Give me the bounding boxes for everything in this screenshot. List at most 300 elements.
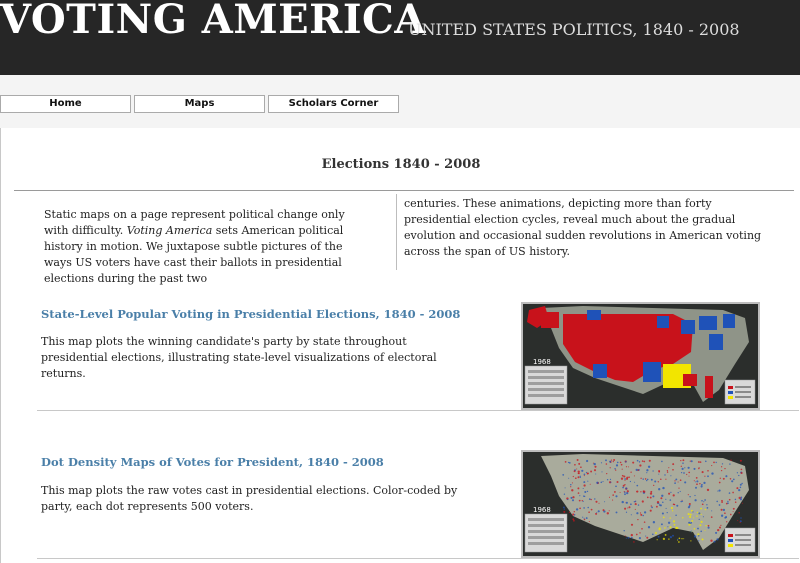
vote-dot	[610, 482, 611, 483]
vote-dot	[730, 514, 732, 516]
vote-dot	[658, 528, 660, 530]
vote-dot	[628, 466, 629, 467]
vote-dot	[625, 487, 627, 489]
vote-dot	[719, 526, 721, 528]
vote-dot	[662, 502, 664, 504]
vote-dot	[740, 460, 742, 462]
vote-dot	[700, 461, 702, 463]
vote-dot	[615, 485, 617, 487]
vote-dot	[563, 511, 565, 513]
vote-dot	[625, 535, 626, 536]
intro-text-left	[44, 207, 366, 287]
vote-dot	[593, 463, 594, 464]
vote-dot	[660, 504, 662, 506]
vote-dot	[698, 468, 699, 469]
vote-dot	[698, 512, 700, 514]
vote-dot	[681, 538, 682, 539]
vote-dot	[721, 500, 723, 502]
vote-dot	[658, 481, 659, 482]
vote-dot	[670, 499, 672, 501]
vote-dot	[590, 471, 592, 473]
vote-dot	[698, 540, 699, 541]
vote-dot	[661, 523, 663, 525]
vote-dot	[596, 482, 598, 484]
vote-dot	[683, 472, 685, 474]
vote-dot	[688, 513, 690, 515]
vote-dot	[733, 511, 734, 512]
vote-dot	[689, 496, 690, 497]
vote-dot	[623, 485, 625, 487]
vote-dot	[579, 507, 581, 509]
vote-dot	[667, 512, 668, 513]
vote-dot	[604, 501, 605, 502]
vote-dot	[578, 473, 580, 475]
vote-dot	[583, 501, 584, 502]
vote-dot	[690, 514, 692, 516]
vote-dot	[691, 520, 693, 522]
vote-dot	[639, 461, 640, 462]
map-thumbnail-state-level[interactable]	[521, 302, 760, 410]
vote-dot	[740, 520, 742, 522]
vote-dot	[682, 462, 684, 464]
vote-dot	[654, 481, 656, 483]
vote-dot	[568, 478, 569, 479]
vote-dot	[587, 507, 589, 509]
vote-dot	[671, 507, 673, 509]
vote-dot	[573, 520, 575, 522]
vote-dot	[579, 500, 581, 502]
vote-dot	[612, 494, 614, 496]
vote-dot	[563, 506, 565, 508]
vote-dot	[735, 501, 737, 503]
vote-dot	[668, 538, 669, 539]
vote-dot	[630, 481, 631, 482]
vote-dot	[639, 464, 641, 466]
vote-dot	[627, 507, 628, 508]
vote-dot	[629, 506, 631, 508]
vote-dot	[687, 467, 689, 469]
vote-dot	[631, 537, 633, 539]
vote-dot	[705, 509, 706, 510]
vote-dot	[591, 509, 593, 511]
vote-dot	[626, 502, 628, 504]
vote-dot	[688, 476, 689, 477]
divider	[37, 558, 799, 559]
vote-dot	[583, 507, 585, 509]
vote-dot	[624, 530, 625, 531]
vote-dot	[590, 484, 591, 485]
vote-dot	[562, 474, 564, 476]
vote-dot	[622, 469, 623, 470]
vote-dot	[570, 497, 572, 499]
vote-dot	[578, 463, 580, 465]
vote-dot	[716, 501, 718, 503]
vote-dot	[717, 491, 718, 492]
vote-dot	[630, 503, 632, 505]
vote-dot	[583, 484, 585, 486]
vote-dot	[730, 459, 731, 460]
vote-dot	[609, 510, 610, 511]
vote-dot	[708, 525, 710, 527]
divider	[14, 190, 794, 191]
vote-dot	[610, 467, 611, 468]
vote-dot	[680, 501, 681, 502]
vote-dot	[570, 484, 571, 485]
vote-dot	[724, 517, 726, 519]
vote-dot	[689, 516, 691, 518]
vote-dot	[670, 475, 671, 476]
vote-dot	[640, 514, 642, 516]
vote-dot	[724, 468, 725, 469]
vote-dot	[588, 511, 590, 513]
nav-bar	[0, 75, 800, 128]
vote-dot	[702, 503, 704, 505]
vote-dot	[723, 509, 725, 511]
vote-dot	[707, 475, 709, 477]
vote-dot	[696, 477, 698, 479]
vote-dot	[632, 462, 634, 464]
vote-dot	[674, 482, 676, 484]
vote-dot	[663, 517, 665, 519]
vote-dot	[719, 490, 721, 492]
vote-dot	[583, 481, 585, 483]
vote-dot	[607, 512, 609, 514]
vote-dot	[730, 478, 732, 480]
vote-dot	[587, 473, 589, 475]
thumbnail-year: 1968	[533, 358, 551, 366]
vote-dot	[670, 536, 672, 538]
vote-dot	[667, 472, 668, 473]
vote-dot	[703, 482, 705, 484]
vote-dot	[700, 530, 702, 532]
vote-dot	[684, 467, 685, 468]
vote-dot	[737, 472, 738, 473]
vote-dot	[622, 501, 624, 503]
vote-dot	[636, 491, 637, 492]
vote-dot	[614, 491, 616, 493]
vote-dot	[741, 483, 742, 484]
column-divider	[396, 194, 397, 270]
vote-dot	[610, 479, 611, 480]
vote-dot	[732, 492, 734, 494]
vote-dot	[729, 492, 731, 494]
intro-emphasis: Voting America	[126, 224, 213, 237]
vote-dot	[583, 488, 584, 489]
nav-scholars-corner-button[interactable]: Scholars Corner	[268, 95, 399, 113]
vote-dot	[620, 492, 621, 493]
vote-dot	[577, 476, 579, 478]
vote-dot	[652, 470, 653, 471]
vote-dot	[657, 501, 659, 503]
vote-dot	[675, 478, 677, 480]
vote-dot	[702, 539, 703, 540]
vote-dot	[699, 483, 700, 484]
vote-dot	[564, 494, 565, 495]
vote-dot	[613, 461, 614, 462]
vote-dot	[584, 519, 586, 521]
vote-dot	[628, 476, 630, 478]
map-description: This map plots the winning candidate's party by state throughout presidential elections, illustrating state-level visualizations of electoral returns.	[41, 335, 437, 380]
vote-dot	[740, 517, 742, 519]
vote-dot	[565, 461, 567, 463]
vote-dot	[606, 463, 608, 465]
vote-dot	[704, 499, 706, 501]
vote-dot	[564, 508, 565, 509]
vote-dot	[644, 511, 646, 513]
vote-dot	[650, 510, 652, 512]
divider	[37, 410, 799, 411]
nav-maps-button[interactable]: Maps	[134, 95, 265, 113]
vote-dot	[627, 490, 629, 492]
vote-dot	[703, 516, 704, 517]
vote-dot	[621, 478, 623, 480]
vote-dot	[636, 485, 638, 487]
vote-dot	[616, 481, 618, 483]
vote-dot	[716, 462, 717, 463]
vote-dot	[704, 530, 705, 531]
vote-dot	[626, 538, 627, 539]
vote-dot	[681, 472, 682, 473]
vote-dot	[572, 499, 574, 501]
vote-dot	[584, 475, 585, 476]
vote-dot	[682, 468, 684, 470]
vote-dot	[713, 462, 715, 464]
vote-dot	[600, 481, 602, 483]
vote-dot	[726, 521, 727, 522]
vote-dot	[598, 503, 599, 504]
vote-dot	[589, 498, 591, 500]
vote-dot	[589, 521, 590, 522]
vote-dot	[696, 515, 697, 516]
vote-dot	[572, 496, 574, 498]
vote-dot	[741, 472, 743, 474]
vote-dot	[591, 499, 592, 500]
site-subtitle: UNITED STATES POLITICS, 1840 - 2008	[408, 20, 740, 39]
vote-dot	[682, 459, 684, 461]
vote-dot	[715, 532, 717, 534]
vote-dot	[584, 473, 586, 475]
vote-dot	[628, 537, 630, 539]
vote-dot	[596, 512, 597, 513]
vote-dot	[672, 535, 674, 537]
vote-dot	[658, 488, 660, 490]
vote-dot	[569, 462, 571, 464]
map-link-dot-density[interactable]: Dot Density Maps of Votes for President, 1840 - 2008	[41, 455, 384, 469]
vote-dot	[701, 484, 703, 486]
vote-dot	[723, 478, 725, 480]
vote-dot	[655, 532, 657, 534]
vote-dot	[631, 524, 633, 526]
vote-dot	[609, 461, 611, 463]
vote-dot	[721, 509, 723, 511]
vote-dot	[740, 487, 742, 489]
vote-dot	[665, 479, 666, 480]
vote-dot	[692, 511, 693, 512]
vote-dot	[701, 500, 703, 502]
vote-dot	[693, 517, 694, 518]
vote-dot	[639, 532, 640, 533]
vote-dot	[586, 460, 588, 462]
vote-dot	[742, 503, 743, 504]
vote-dot	[584, 491, 586, 493]
vote-dot	[626, 492, 628, 494]
vote-dot	[583, 495, 585, 497]
vote-dot	[650, 491, 652, 493]
vote-dot	[580, 466, 582, 468]
vote-dot	[635, 501, 636, 502]
vote-dot	[580, 476, 581, 477]
vote-dot	[699, 519, 700, 520]
vote-dot	[741, 469, 743, 471]
vote-dot	[570, 486, 571, 487]
vote-dot	[670, 492, 671, 493]
vote-dot	[719, 504, 721, 506]
vote-dot	[609, 497, 610, 498]
vote-dot	[717, 529, 719, 531]
vote-dot	[646, 472, 647, 473]
vote-dot	[695, 487, 697, 489]
vote-dot	[706, 504, 707, 505]
vote-dot	[605, 459, 607, 461]
vote-dot	[697, 533, 699, 535]
vote-dot	[574, 464, 576, 466]
vote-dot	[587, 481, 588, 482]
vote-dot	[691, 460, 693, 462]
vote-dot	[689, 503, 691, 505]
vote-dot	[674, 480, 675, 481]
map-thumbnail-dot-density[interactable]	[521, 450, 760, 558]
vote-dot	[579, 495, 580, 496]
vote-dot	[602, 481, 603, 482]
vote-dot	[738, 475, 739, 476]
vote-dot	[678, 481, 679, 482]
vote-dot	[645, 536, 646, 537]
vote-dot	[598, 510, 600, 512]
vote-dot	[626, 512, 627, 513]
vote-dot	[676, 527, 678, 529]
vote-dot	[660, 478, 662, 480]
vote-dot	[595, 473, 596, 474]
vote-dot	[574, 511, 575, 512]
vote-dot	[569, 512, 570, 513]
vote-dot	[624, 508, 626, 510]
vote-dot	[645, 478, 647, 480]
vote-dot	[738, 489, 740, 491]
vote-dot	[683, 538, 684, 539]
vote-dot	[681, 466, 682, 467]
vote-dot	[641, 528, 643, 530]
vote-dot	[697, 512, 698, 513]
vote-dot	[648, 526, 650, 528]
vote-dot	[688, 522, 690, 524]
vote-dot	[581, 470, 583, 472]
vote-dot	[624, 478, 626, 480]
vote-dot	[684, 481, 686, 483]
vote-dot	[740, 484, 742, 486]
vote-dot	[721, 470, 722, 471]
vote-dot	[642, 515, 643, 516]
vote-dot	[578, 492, 580, 494]
vote-dot	[625, 461, 627, 463]
vote-dot	[665, 534, 667, 536]
vote-dot	[680, 479, 682, 481]
vote-dot	[700, 508, 702, 510]
vote-dot	[637, 519, 638, 520]
vote-dot	[691, 510, 693, 512]
vote-dot	[660, 497, 662, 499]
vote-dot	[739, 497, 741, 499]
vote-dot	[695, 481, 696, 482]
vote-dot	[565, 487, 566, 488]
vote-dot	[640, 491, 641, 492]
vote-dot	[587, 491, 588, 492]
vote-dot	[672, 463, 674, 465]
vote-dot	[694, 499, 696, 501]
vote-dot	[667, 470, 668, 471]
vote-dot	[623, 475, 625, 477]
map-link-state-level[interactable]: State-Level Popular Voting in Presidential Elections, 1840 - 2008	[41, 307, 461, 321]
vote-dot	[647, 479, 649, 481]
vote-dot	[731, 480, 733, 482]
vote-dot	[676, 505, 678, 507]
vote-dot	[601, 471, 602, 472]
vote-dot	[668, 493, 670, 495]
vote-dot	[624, 493, 626, 495]
vote-dot	[639, 537, 641, 539]
vote-dot	[694, 528, 696, 530]
vote-dot	[576, 468, 577, 469]
vote-dot	[614, 468, 616, 470]
vote-dot	[652, 495, 654, 497]
site-header	[0, 0, 800, 75]
nav-home-button[interactable]: Home	[0, 95, 131, 113]
vote-dot	[688, 494, 689, 495]
intro-text-right: centuries. These animations, depicting more than forty presidential election cycles, reveal much about the gradual evolution and occasional sudden revolutions in American voting across the span of US history.	[404, 197, 762, 258]
vote-dot	[711, 516, 713, 518]
vote-dot	[733, 508, 735, 510]
vote-dot	[668, 467, 669, 468]
vote-dot	[615, 495, 617, 497]
vote-dot	[574, 470, 576, 472]
vote-dot	[707, 470, 709, 472]
vote-dot	[612, 500, 613, 501]
vote-dot	[634, 482, 635, 483]
vote-dot	[716, 538, 718, 540]
vote-dot	[567, 499, 568, 500]
vote-dot	[572, 513, 574, 515]
vote-dot	[673, 520, 675, 522]
vote-dot	[721, 515, 723, 517]
vote-dot	[651, 507, 653, 509]
vote-dot	[733, 479, 735, 481]
vote-dot	[678, 488, 679, 489]
site-title[interactable]: VOTING AMERICA	[0, 0, 426, 43]
vote-dot	[616, 511, 618, 513]
vote-dot	[707, 489, 709, 491]
vote-dot	[634, 501, 635, 502]
vote-dot	[594, 466, 596, 468]
vote-dot	[646, 537, 648, 539]
vote-dot	[668, 522, 670, 524]
vote-dot	[648, 466, 650, 468]
vote-dot	[646, 469, 648, 471]
vote-dot	[575, 477, 577, 479]
vote-dot	[586, 472, 587, 473]
vote-dot	[601, 462, 602, 463]
vote-dot	[720, 525, 721, 526]
vote-dot	[662, 487, 664, 489]
vote-dot	[698, 461, 700, 463]
